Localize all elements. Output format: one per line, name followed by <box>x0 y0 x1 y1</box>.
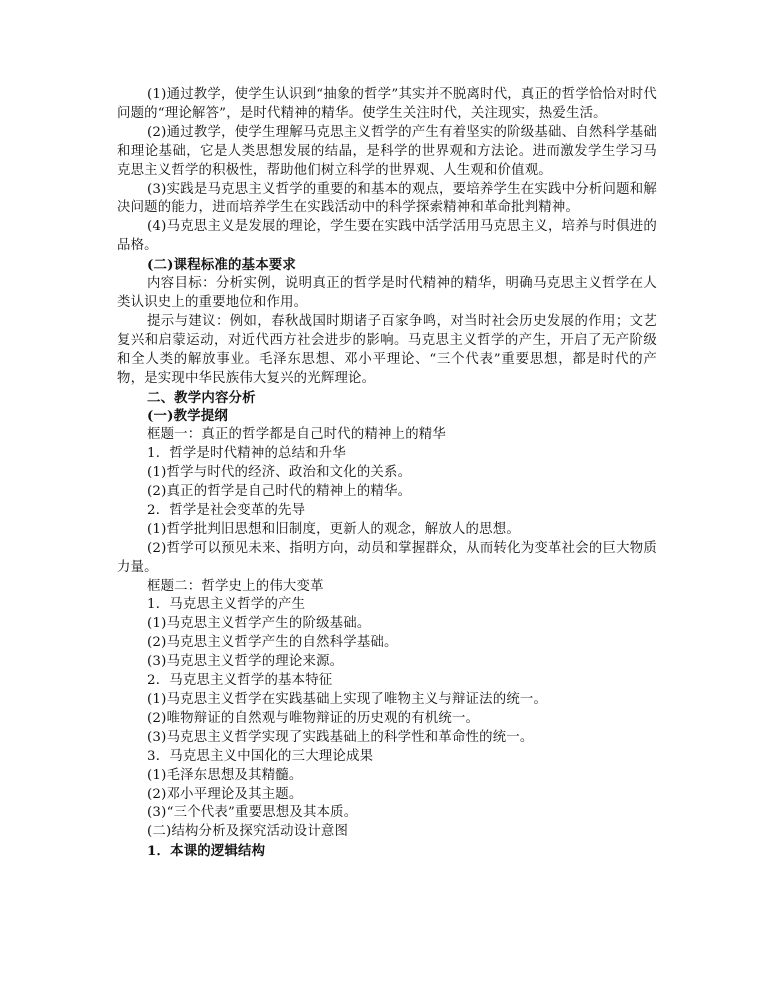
outline-item: 1．马克思主义哲学的产生 <box>147 597 306 613</box>
outline-item: (1)哲学与时代的经济、政治和文化的关系。 <box>147 465 412 481</box>
outline-item: (2)唯物辩证的自然观与唯物辩证的历史观的有机统一。 <box>147 710 480 726</box>
paragraph-goal-2: (2)通过教学，使学生理解马克思主义哲学的产生有着坚实的阶级基础、自然科学基础和理论基础，它是人类思想发展的结晶，是科学的世界观和方法论。进而激发学生学习马克思主义哲学的积极性，帮助他们树立科学的世界观、人生观和价值观。 <box>117 124 657 178</box>
outline-item: (3)“三个代表”重要思想及其本质。 <box>147 805 358 821</box>
outline-item: 1．哲学是时代精神的总结和升华 <box>147 446 346 462</box>
document-page <box>117 86 657 861</box>
outline-item: (3)马克思主义哲学的理论来源。 <box>147 654 344 670</box>
outline-item: 3．马克思主义中国化的三大理论成果 <box>147 748 374 764</box>
outline-item: (1)马克思主义哲学产生的阶级基础。 <box>147 616 371 632</box>
paragraph-goal-3: (3)实践是马克思主义哲学的重要的和基本的观点，要培养学生在实践中分析问题和解决问题的能力，进而培养学生在实践活动中的科学探索精神和革命批判精神。 <box>117 181 657 216</box>
outline-frame-1: 框题一：真正的哲学都是自己时代的精神上的精华 <box>147 427 446 443</box>
outline-item: (2)真正的哲学是自己时代的精神上的精华。 <box>147 484 412 500</box>
outline-item: (2)哲学可以预见未来、指明方向，动员和掌握群众，从而转化为变革社会的巨大物质力量。 <box>117 540 657 575</box>
outline-item: (1)毛泽东思想及其精髓。 <box>147 767 303 783</box>
heading-teaching-outline: (一)教学提纲 <box>147 408 229 425</box>
outline-item: (1)马克思主义哲学在实践基础上实现了唯物主义与辩证法的统一。 <box>147 692 548 707</box>
outline-frame-2: 框题二：哲学史上的伟大变革 <box>147 578 324 594</box>
outline-item: (2)邓小平理论及其主题。 <box>147 786 303 802</box>
outline-item: (3)马克思主义哲学实现了实践基础上的科学性和革命性的统一。 <box>147 729 534 745</box>
paragraph-suggestions: 提示与建议：例如，春秋战国时期诸子百家争鸣，对当时社会历史发展的作用；文艺复兴和启蒙运动，对近代西方社会进步的影响。马克思主义哲学的产生，开启了无产阶级和全人类的解放事业。毛泽东思想、邓小平理论、“三个代表”重要思想，都是时代的产物，是实现中华民族伟大复兴的光辉理论。 <box>117 313 657 386</box>
heading-structure-analysis: (二)结构分析及探究活动设计意图 <box>147 824 349 840</box>
outline-item: (1)哲学批判旧思想和旧制度，更新人的观念，解放人的思想。 <box>147 521 520 537</box>
paragraph-goal-1: (1)通过教学，使学生认识到“抽象的哲学”其实并不脱离时代，真正的哲学恰恰对时代问题的“理论解答”，是时代精神的精华。使学生关注时代，关注现实，热爱生活。 <box>117 87 657 121</box>
outline-item: 2．马克思主义哲学的基本特征 <box>147 673 333 689</box>
heading-content-analysis: 二、教学内容分析 <box>147 389 256 406</box>
paragraph-content-goal: 内容目标：分析实例，说明真正的哲学是时代精神的精华，明确马克思主义哲学在人类认识史上的重要地位和作用。 <box>117 276 657 310</box>
outline-item: 2．哲学是社会变革的先导 <box>147 502 306 518</box>
heading-curriculum-requirements: (二)课程标准的基本要求 <box>147 257 296 274</box>
outline-item: (2)马克思主义哲学产生的自然科学基础。 <box>147 635 398 651</box>
heading-logic-structure: 1．本课的逻辑结构 <box>147 843 266 860</box>
paragraph-goal-4: (4)马克思主义是发展的理论，学生要在实践中活学活用马克思主义，培养与时俱进的品格。 <box>117 219 657 254</box>
